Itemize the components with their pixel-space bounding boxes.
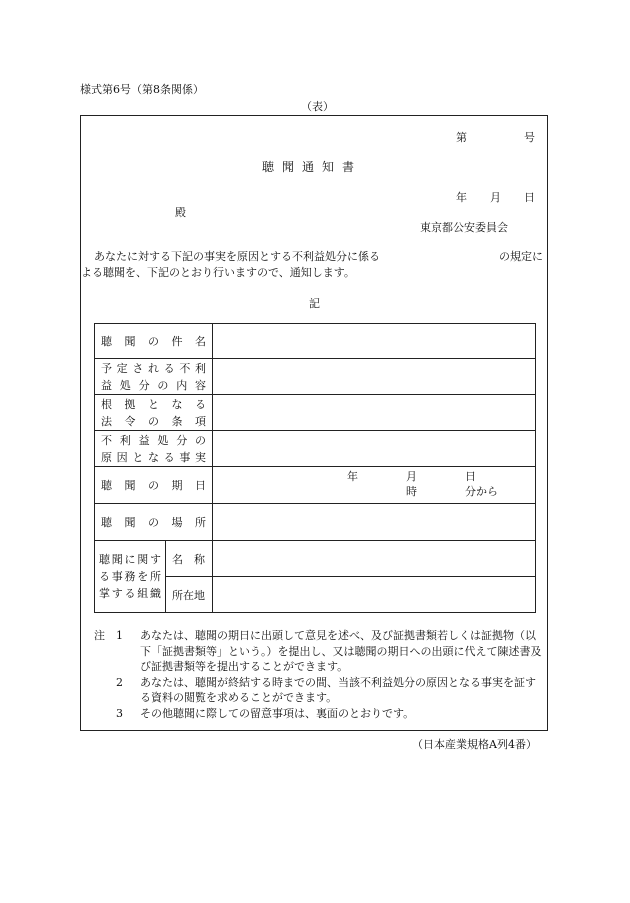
cause-value <box>213 431 536 467</box>
table-row <box>95 541 536 577</box>
org-name-value <box>213 541 536 577</box>
body-line1-tail: の規定に <box>499 250 543 263</box>
note-text: その他聴聞に際しての留意事項は、裏面のとおりです。 <box>140 706 415 720</box>
note-text: あなたは、聴聞の期日に出頭して意見を述べ、及び証拠書類若しくは証拠物（以下「証拠書類等」という。）を提出し、又は聴聞の期日への出頭に代えて陳述書及び証拠書類等を提出することができます。 <box>140 629 542 673</box>
paper-size-note: （日本産業規格A列4番） <box>412 738 537 751</box>
planned-disposition-label: 予定される不利 益処分の内容 <box>95 359 213 395</box>
form-number: 様式第6号（第8条関係） <box>80 83 204 96</box>
hearing-date-value: 年 月 日 時 分から <box>213 467 536 504</box>
notes-label: 注 <box>94 629 105 642</box>
hearing-place-label: 聴聞の場所 <box>95 504 213 541</box>
number-suffix: 号 <box>524 131 535 144</box>
table-row <box>95 359 536 395</box>
table-row <box>95 395 536 431</box>
date-month: 月 <box>490 191 501 204</box>
cause-label: 不利益処分の 原因となる事実 <box>95 431 213 467</box>
org-address-label: 所在地 <box>166 577 213 613</box>
hearing-details-table <box>94 323 536 613</box>
org-name-label: 名 称 <box>166 541 213 577</box>
document-title: 聴聞通知書 <box>262 160 363 174</box>
number-prefix: 第 <box>456 131 467 144</box>
addressee-suffix: 殿 <box>175 206 186 219</box>
organization-label: 聴聞に関す る事務を所 掌する組織 <box>95 541 166 613</box>
table-row <box>95 467 536 504</box>
note-item <box>94 628 544 675</box>
body-line1: あなたに対する下記の事実を原因とする不利益処分に係る <box>94 250 380 263</box>
legal-basis-label: 根拠となる 法令の条項 <box>95 395 213 431</box>
table-row <box>95 504 536 541</box>
hearing-place-value <box>213 504 536 541</box>
note-number: 1 <box>116 629 123 642</box>
legal-basis-value <box>213 395 536 431</box>
planned-disposition-value <box>213 359 536 395</box>
org-address-value <box>213 577 536 613</box>
case-name-value <box>213 324 536 359</box>
note-number: 3 <box>116 706 123 720</box>
issuer: 東京都公安委員会 <box>420 221 508 234</box>
body-line2: よる聴聞を、下記のとおり行いますので、通知します。 <box>81 266 355 279</box>
note-item <box>94 706 544 722</box>
note-number: 2 <box>116 675 123 689</box>
table-row <box>95 431 536 467</box>
side-label: （表） <box>301 100 334 113</box>
table-row <box>95 324 536 359</box>
note-item <box>94 675 544 706</box>
date-day: 日 <box>524 191 535 204</box>
hearing-date-label: 聴聞の期日 <box>95 467 213 504</box>
note-text: あなたは、聴聞が終結する時までの間、当該不利益処分の原因となる事実を証する資料の閲覧を求めることができます。 <box>140 675 536 704</box>
date-year: 年 <box>456 191 467 204</box>
case-name-label: 聴聞の件名 <box>95 324 213 359</box>
ki-heading: 記 <box>309 297 320 310</box>
notes-section <box>94 628 544 721</box>
